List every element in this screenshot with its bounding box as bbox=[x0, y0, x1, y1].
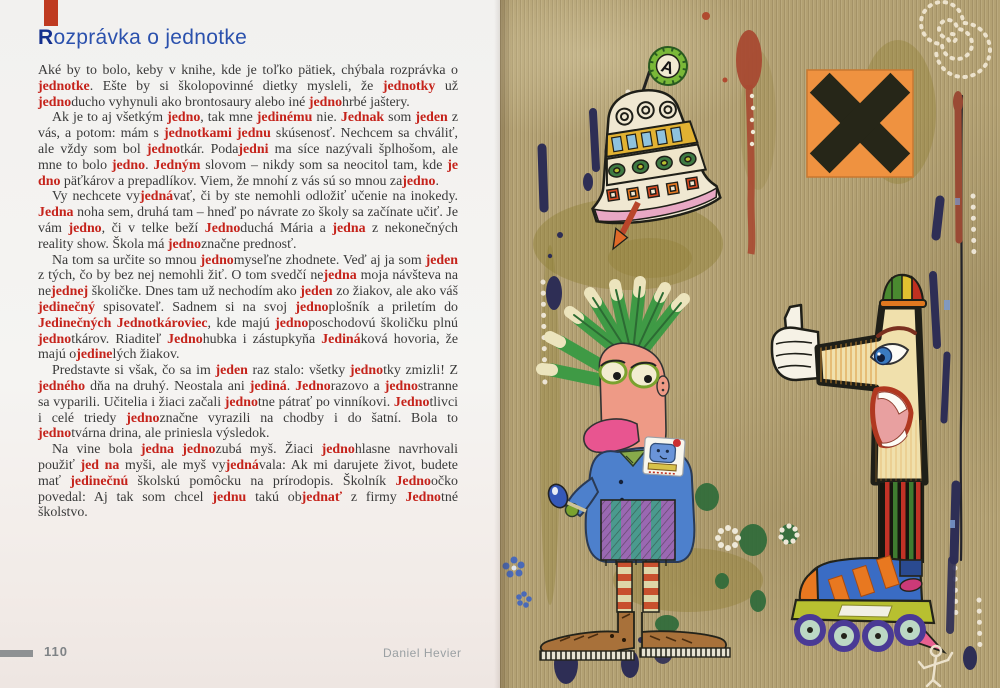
text-run: duchá Mária a bbox=[240, 220, 333, 236]
text-run: z vás, a potom: mám s bbox=[38, 110, 459, 142]
text-run: plošník a priletím do bbox=[328, 299, 458, 315]
highlighted-word: jeden bbox=[415, 110, 448, 126]
text-run: tvárna drina, ale priniesla výsledok. bbox=[71, 426, 270, 442]
highlighted-word: jedno bbox=[275, 315, 309, 331]
highlighted-word: jedno bbox=[38, 426, 72, 442]
highlighted-word: jedine bbox=[76, 347, 113, 363]
red-paint-drip bbox=[702, 12, 762, 254]
badge-letter: A bbox=[658, 56, 677, 79]
highlighted-word: jedno bbox=[68, 220, 102, 236]
text-run: ma síce nazývali šplhošom, ale mne to bolo bbox=[38, 141, 458, 173]
story-text bbox=[38, 63, 458, 521]
highlighted-word: jedno bbox=[349, 363, 384, 379]
highlighted-word: Jediná bbox=[321, 331, 361, 347]
text-run: slovom – nikdy som sa neocitol tam, kde bbox=[200, 157, 448, 173]
striped-beanie bbox=[880, 275, 926, 307]
text-run: z tých, čo by bez nej nemohli žiť. O tom svedčí ne bbox=[38, 268, 324, 284]
text-run: nie. bbox=[312, 110, 341, 126]
text-run: tne pátrať po vinníkovi. bbox=[257, 394, 394, 410]
highlighted-word: jednej bbox=[51, 284, 89, 300]
right-edge-paint-streaks bbox=[933, 91, 977, 670]
text-run: , kde majú bbox=[207, 315, 276, 331]
highlighted-word: jedna bbox=[323, 268, 357, 284]
highlighted-word: jeden bbox=[300, 284, 333, 300]
text-run: , tak mne bbox=[200, 110, 257, 126]
highlighted-word: jedna jedno bbox=[140, 442, 216, 458]
text-run: Na tom sa určite so mnou bbox=[52, 252, 201, 268]
text-run: tkárov. Riaditeľ bbox=[71, 331, 168, 347]
highlighted-word: Jedna bbox=[38, 205, 74, 221]
highlighted-word: jedno bbox=[146, 141, 181, 157]
page-gutter-shadow bbox=[500, 0, 512, 688]
highlighted-word: jedni bbox=[238, 141, 269, 157]
highlighted-word: Jednak bbox=[340, 110, 385, 126]
highlighted-word: jedno bbox=[200, 252, 234, 268]
text-run: . bbox=[435, 173, 439, 189]
text-run: zubá myš. Žiaci bbox=[215, 442, 322, 458]
title-rest: ozprávka o jednotke bbox=[53, 26, 248, 49]
highlighted-word: jednotke bbox=[38, 78, 90, 94]
one-mouth bbox=[873, 389, 911, 447]
text-run: Na vine bola bbox=[52, 442, 141, 458]
text-run: som bbox=[384, 110, 416, 126]
text-run: už bbox=[435, 78, 458, 94]
highlighted-word: jedno bbox=[111, 157, 146, 173]
author-name: Daniel Hevier bbox=[383, 646, 462, 660]
highlighted-word: jedno bbox=[384, 378, 418, 394]
text-run: Aké by to bolo, keby v knihe, kde je toľko pätiek, chýbala rozprávka o bbox=[38, 63, 458, 78]
highlighted-word: jedno bbox=[38, 94, 72, 110]
stick-figure-doodle bbox=[919, 646, 952, 686]
title-initial: R bbox=[38, 26, 54, 49]
highlighted-word: je dno bbox=[38, 157, 458, 189]
paragraph bbox=[38, 63, 458, 110]
text-run: noha sem, druhá tam – hneď po návrate zo školy sa začínate učiť. Je vám bbox=[38, 205, 458, 236]
highlighted-word: Jedno bbox=[405, 489, 442, 505]
text-run: značne prednosť. bbox=[201, 236, 297, 252]
text-run: hrbé jaštery. bbox=[342, 94, 410, 110]
text-run: dňa na druhý. Neostala ani bbox=[85, 378, 250, 394]
highlighted-word: jedno bbox=[167, 110, 201, 126]
letter-a-badge bbox=[647, 45, 690, 88]
text-run: . Ešte by si školopovinné dietky mysleli, že bbox=[89, 78, 383, 94]
text-run: skúsenosť. Nechcem sa chváliť, ale vždy som bol bbox=[38, 126, 458, 157]
highlighted-word: Jedinečných Jednotkároviec bbox=[38, 315, 208, 331]
text-run: značne vyrazili na chodby i do šatní. Bola to bbox=[159, 410, 458, 426]
highlighted-word: Jedno bbox=[395, 473, 431, 489]
text-run: tné školstvo. bbox=[38, 489, 458, 521]
text-run: tky zmizli! Z bbox=[383, 363, 458, 379]
highlighted-word: jednotky bbox=[382, 78, 436, 94]
spiral-doodle bbox=[921, 2, 990, 77]
paragraph bbox=[38, 253, 458, 364]
text-run: raz stalo: všetky bbox=[247, 363, 350, 379]
highlighted-word: Jedno bbox=[204, 220, 241, 236]
number-one-character bbox=[772, 275, 944, 652]
text-run: tkár. Poda bbox=[180, 141, 239, 157]
highlighted-word: jedno bbox=[38, 331, 72, 347]
text-run: školskú pomôcku na prírodopis. Školník bbox=[128, 473, 396, 489]
paragraph bbox=[38, 363, 458, 442]
text-run: myseľne zhodnete. Veď aj ja som bbox=[233, 252, 426, 268]
text-run: ková hovoria, že majú o bbox=[38, 331, 459, 363]
highlighted-word: jednať bbox=[301, 489, 343, 505]
hazard-x-icon bbox=[807, 70, 913, 177]
highlighted-word: jedno bbox=[321, 442, 355, 458]
text-run: zo žiakov, ale ako váš bbox=[332, 284, 458, 300]
text-run: lých žiakov. bbox=[112, 347, 180, 363]
computer-sticker bbox=[643, 437, 685, 477]
highlighted-word: jedno bbox=[308, 94, 343, 110]
text-run: vala: Ak mi darujete život, budete mať bbox=[38, 457, 458, 489]
highlighted-word: jeden bbox=[425, 252, 458, 268]
highlighted-word: jednu bbox=[212, 489, 247, 505]
text-run: očko povedal: Aj tak som chcel bbox=[38, 473, 458, 505]
paragraph bbox=[38, 442, 458, 521]
highlighted-word: jedná bbox=[225, 457, 259, 473]
collage-artwork bbox=[500, 0, 1000, 688]
paragraph bbox=[38, 189, 458, 252]
text-run: Predstavte si však, čo sa im bbox=[52, 363, 216, 379]
text-run: , či v telke beží bbox=[101, 220, 205, 236]
highlighted-word: Jedno bbox=[295, 378, 331, 394]
text-run: myši, ale myš vy bbox=[119, 457, 226, 473]
text-run: vať, či by ste nemohli odložiť učenie na inokedy. bbox=[173, 189, 458, 205]
highlighted-word: jedinečnú bbox=[70, 473, 129, 489]
highlighted-word: jednotkami jednu bbox=[163, 126, 271, 142]
illustration-page bbox=[500, 0, 1000, 688]
highlighted-word: jedno bbox=[126, 410, 160, 426]
text-run: päťkárov a prepadlíkov. Viem, že mnohí z vás sú so mnou za bbox=[60, 173, 403, 189]
highlighted-word: Jedno bbox=[167, 331, 203, 347]
text-run: ducho vyhynuli ako brontosaury alebo iné bbox=[71, 94, 309, 110]
paragraph bbox=[38, 110, 458, 189]
text-run: hubka i zástupkyňa bbox=[202, 331, 322, 347]
punk-shorts bbox=[601, 500, 675, 566]
text-run: poschodovú školičku plnú bbox=[308, 315, 458, 331]
text-run: Ak je to aj všetkým bbox=[52, 110, 168, 126]
text-run: z nekonečných reality show. Škola má bbox=[38, 220, 459, 252]
text-run: moja návšteva na ne bbox=[38, 268, 458, 300]
highlighted-word: jediná bbox=[249, 378, 287, 394]
highlighted-word: jedná bbox=[139, 189, 174, 205]
footer-bar bbox=[0, 650, 33, 657]
text-run: stranne sa vyparili. Učitelia i žiaci začali bbox=[38, 378, 459, 410]
highlighted-word: jedno bbox=[295, 299, 329, 315]
text-run: z firmy bbox=[342, 489, 406, 505]
chapter-marker-bar bbox=[44, 0, 58, 26]
text-run: hlasne navrhovali použiť bbox=[38, 442, 458, 473]
page-number: 110 bbox=[44, 644, 68, 659]
highlighted-word: jedno bbox=[224, 394, 258, 410]
highlighted-word: jeden bbox=[215, 363, 248, 379]
highlighted-word: Jedno bbox=[393, 394, 430, 410]
text-run: . bbox=[145, 157, 154, 173]
text-run: . bbox=[286, 378, 296, 394]
highlighted-word: jedno bbox=[402, 173, 436, 189]
highlighted-word: jedinému bbox=[256, 110, 313, 126]
text-run: školičke. Dnes tam už nechodím ako bbox=[88, 284, 301, 300]
text-run: tlivci i celé triedy bbox=[38, 394, 458, 426]
text-run: razovo a bbox=[330, 378, 385, 394]
highlighted-word: jedno bbox=[167, 236, 202, 252]
text-run: Vy nechcete vy bbox=[52, 189, 140, 205]
highlighted-word: jedinečný bbox=[38, 299, 96, 315]
text-run: spisovateľ. Sadnem si na svoj bbox=[95, 299, 296, 315]
highlighted-word: jed na bbox=[80, 457, 120, 473]
highlighted-word: Jedným bbox=[153, 157, 201, 173]
text-run: takú ob bbox=[246, 489, 302, 505]
inline-skate bbox=[792, 556, 944, 652]
one-striped-leg bbox=[879, 482, 923, 562]
thumbs-up-hand bbox=[772, 305, 820, 380]
highlighted-word: jedného bbox=[38, 378, 86, 394]
page-title bbox=[38, 26, 247, 50]
highlighted-word: jedna bbox=[332, 220, 366, 236]
